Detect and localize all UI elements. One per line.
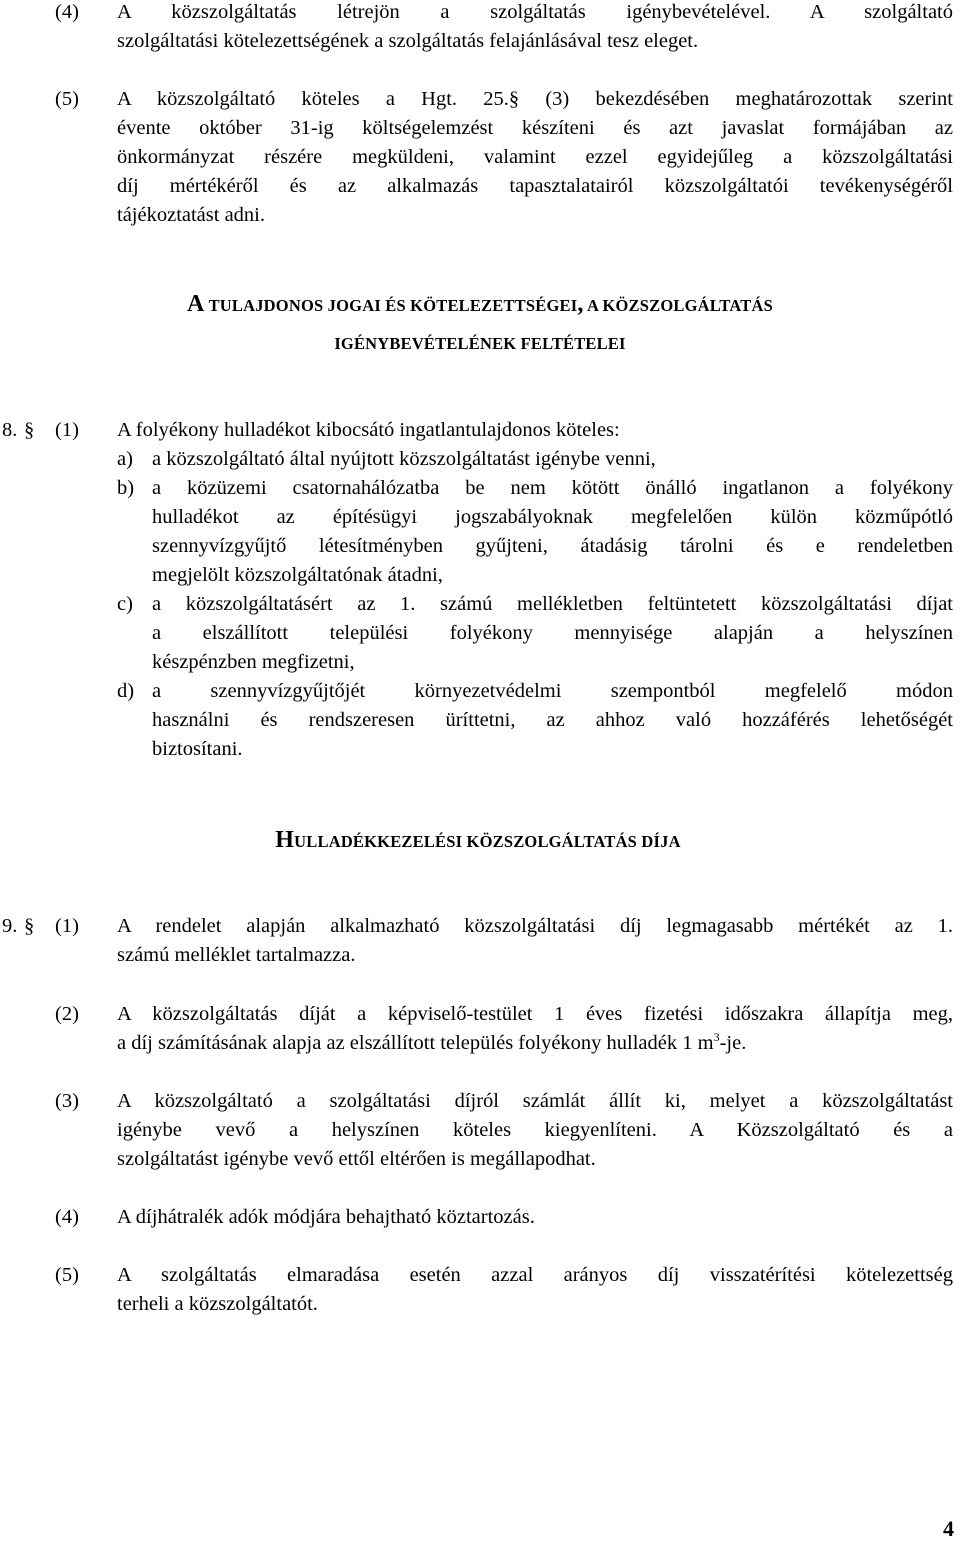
- list-item-line: a szennyvízgyűjtőjét környezetvédelmi szempontból megfelelő módon: [152, 680, 953, 702]
- page-number: 4: [943, 1516, 954, 1541]
- paragraph-line: A folyékony hulladékot kibocsátó ingatlantulajdonos köteles:: [117, 419, 620, 441]
- list-item-line: a közüzemi csatornahálózatba be nem kötött önálló ingatlanon a folyékony: [152, 477, 953, 499]
- list-item-line: a elszállított települési folyékony mennyisége alapján a helyszínen: [152, 622, 953, 644]
- section-number: 9.: [2, 915, 18, 937]
- section-heading-line2: IGÉNYBEVÉTELÉNEK FELTÉTELEI: [334, 334, 626, 353]
- section-heading: HULLADÉKKEZELÉSI KÖZSZOLGÁLTATÁS DÍJA: [275, 827, 681, 853]
- paragraph-line: szolgáltatást igénybe vevő ettől eltérően is megállapodhat.: [117, 1148, 596, 1170]
- paragraph-line: A rendelet alapján alkalmazható közszolgáltatási díj legmagasabb mértékét az 1.: [117, 915, 953, 937]
- paragraph-number: (4): [55, 1, 79, 23]
- paragraph-line: tájékoztatást adni.: [117, 204, 265, 226]
- paragraph-line: számú melléklet tartalmazza.: [117, 944, 356, 966]
- list-label: b): [117, 477, 135, 499]
- paragraph-line: önkormányzat részére megküldeni, valamint ezzel egyidejűleg a közszolgáltatási: [117, 146, 953, 168]
- paragraph-number: (3): [55, 1090, 79, 1112]
- list-item-line: biztosítani.: [152, 738, 243, 760]
- paragraph-line: szolgáltatási kötelezettségének a szolgáltatás felajánlásával tesz eleget.: [117, 30, 699, 52]
- paragraph-number: (1): [55, 419, 79, 441]
- list-item-line: készpénzben megfizetni,: [152, 651, 355, 673]
- paragraph-line: díj mértékéről és az alkalmazás tapasztalatairól közszolgáltatói tevékenységéről: [117, 175, 953, 197]
- paragraph-line: A közszolgáltató köteles a Hgt. 25.§ (3) bekezdésében meghatározottak szerint: [117, 88, 953, 110]
- paragraph-line: A díjhátralék adók módjára behajtható köztartozás.: [117, 1206, 535, 1228]
- paragraph-line: A közszolgáltatás létrejön a szolgáltatás igénybevételével. A szolgáltató: [117, 1, 953, 23]
- paragraph-number: (2): [55, 1003, 79, 1025]
- section-symbol: §: [24, 419, 35, 441]
- paragraph-line: A közszolgáltatás díját a képviselő-testület 1 éves fizetési időszakra állapítja meg,: [117, 1003, 953, 1025]
- list-item-line: a közszolgáltatásért az 1. számú mellékletben feltüntetett közszolgáltatási díjat: [152, 593, 953, 615]
- list-item-line: a közszolgáltató által nyújtott közszolgáltatást igénybe venni,: [152, 448, 656, 470]
- paragraph-line: A közszolgáltató a szolgáltatási díjról számlát állít ki, melyet a közszolgáltatást: [117, 1090, 953, 1112]
- section-symbol: §: [24, 915, 35, 937]
- paragraph-line: terheli a közszolgáltatót.: [117, 1293, 318, 1315]
- list-item-line: szennyvízgyűjtő létesítményben gyűjteni, átadásig tárolni és e rendeletben: [152, 535, 953, 557]
- list-label: d): [117, 680, 135, 702]
- section-heading: A TULAJDONOS JOGAI ÉS KÖTELEZETTSÉGEI, A KÖZSZOLGÁLTATÁS: [187, 291, 773, 317]
- paragraph-number: (4): [55, 1206, 79, 1228]
- paragraph-line: igénybe vevő a helyszínen köteles kiegyenlíteni. A Közszolgáltató és a: [117, 1119, 953, 1141]
- section-number: 8.: [2, 419, 18, 441]
- list-label: a): [117, 448, 133, 470]
- paragraph-line: évente október 31-ig költségelemzést készíteni és azt javaslat formájában az: [117, 117, 953, 139]
- paragraph-number: (1): [55, 915, 79, 937]
- list-item-line: használni és rendszeresen üríttetni, az ahhoz való hozzáférés lehetőségét: [152, 709, 953, 731]
- list-item-line: megjelölt közszolgáltatónak átadni,: [152, 564, 443, 586]
- list-label: c): [117, 593, 133, 615]
- paragraph-line: A szolgáltatás elmaradása esetén azzal arányos díj visszatérítési kötelezettség: [117, 1264, 953, 1286]
- paragraph-number: (5): [55, 1264, 79, 1286]
- list-item-line: hulladékot az építésügyi jogszabályoknak megfelelően külön közműpótló: [152, 506, 953, 528]
- paragraph-number: (5): [55, 88, 79, 110]
- paragraph-line: a díj számításának alapja az elszállított település folyékony hulladék 1 $m^3-je$.: [117, 1030, 747, 1054]
